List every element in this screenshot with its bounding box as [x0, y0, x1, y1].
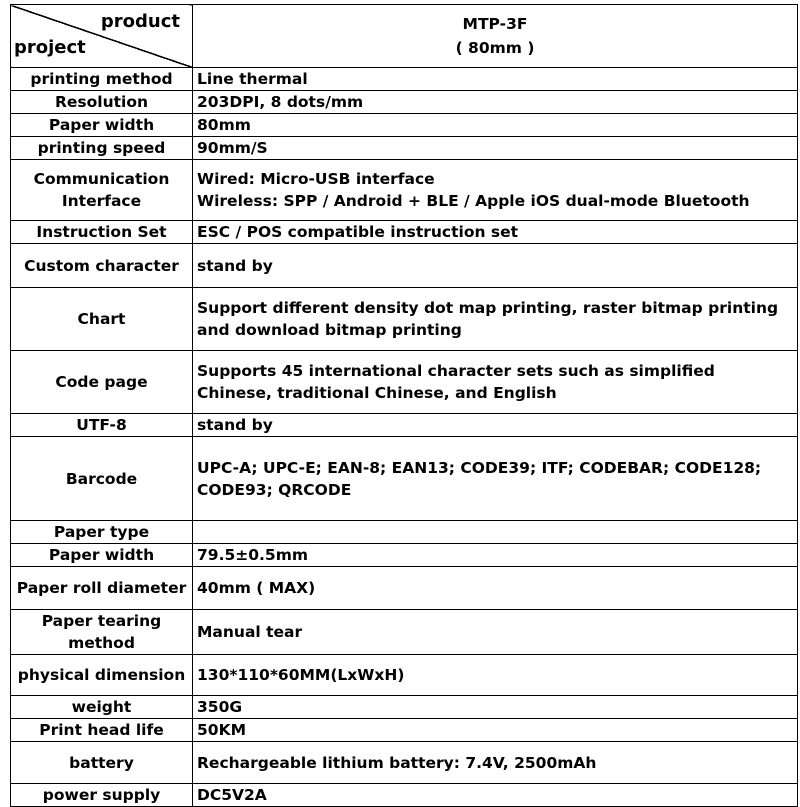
- row-label: Barcode: [11, 437, 193, 521]
- row-value: DC5V2A: [193, 784, 798, 807]
- table-row: [11, 91, 798, 114]
- row-label: Paper tearing method: [11, 610, 193, 655]
- corner-product-label: product: [100, 11, 180, 32]
- row-label: Paper type: [11, 521, 193, 544]
- table-row: [11, 137, 798, 160]
- row-value: 130*110*60MM(LxWxH): [193, 655, 798, 696]
- corner-header-cell: [11, 5, 193, 68]
- spec-table: [10, 4, 798, 807]
- row-value: 50KM: [193, 719, 798, 742]
- row-label: Paper width: [11, 544, 193, 567]
- row-value: 90mm/S: [193, 137, 798, 160]
- table-row: [11, 221, 798, 244]
- row-label: Paper roll diameter: [11, 567, 193, 610]
- row-value: 79.5±0.5mm: [193, 544, 798, 567]
- row-label: Print head life: [11, 719, 193, 742]
- row-value: Support different density dot map printing, raster bitmap printing and download bitmap printing: [193, 288, 798, 351]
- table-row: [11, 68, 798, 91]
- row-label: Communication Interface: [11, 160, 193, 221]
- table-row: [11, 288, 798, 351]
- table-row: [11, 655, 798, 696]
- row-label: printing method: [11, 68, 193, 91]
- row-label: weight: [11, 696, 193, 719]
- model-name: MTP-3F: [462, 15, 528, 33]
- row-value: UPC-A; UPC-E; EAN-8; EAN13; CODE39; ITF; CODEBAR; CODE128; CODE93; QRCODE: [193, 437, 798, 521]
- table-row: [11, 114, 798, 137]
- table-row: [11, 160, 798, 221]
- row-value: Manual tear: [193, 610, 798, 655]
- row-label: physical dimension: [11, 655, 193, 696]
- row-label: UTF-8: [11, 414, 193, 437]
- row-label: Chart: [11, 288, 193, 351]
- table-row: [11, 610, 798, 655]
- table-row: [11, 244, 798, 288]
- table-row: [11, 742, 798, 784]
- table-row: [11, 719, 798, 742]
- row-label: Resolution: [11, 91, 193, 114]
- model-size: ( 80mm ): [455, 39, 535, 57]
- row-value: 40mm ( MAX): [193, 567, 798, 610]
- value-line: Wireless: SPP / Android + BLE / Apple iOS dual-mode Bluetooth: [197, 192, 750, 210]
- table-row: [11, 351, 798, 414]
- row-value: stand by: [193, 244, 798, 288]
- table-row: [11, 784, 798, 807]
- row-label: printing speed: [11, 137, 193, 160]
- row-value: Rechargeable lithium battery: 7.4V, 2500mAh: [193, 742, 798, 784]
- row-label: Custom character: [11, 244, 193, 288]
- row-value: [193, 521, 798, 544]
- row-label: battery: [11, 742, 193, 784]
- row-value: Line thermal: [193, 68, 798, 91]
- row-value: ESC / POS compatible instruction set: [193, 221, 798, 244]
- row-value: 80mm: [193, 114, 798, 137]
- row-label: Code page: [11, 351, 193, 414]
- model-header-cell: [193, 5, 798, 68]
- row-value: Supports 45 international character sets such as simplified Chinese, traditional Chinese, and English: [193, 351, 798, 414]
- table-row: [11, 567, 798, 610]
- table-row: [11, 696, 798, 719]
- table-row: [11, 414, 798, 437]
- row-value: [193, 160, 798, 221]
- table-row: [11, 437, 798, 521]
- header-row: [11, 5, 798, 68]
- row-label: Instruction Set: [11, 221, 193, 244]
- row-label: Paper width: [11, 114, 193, 137]
- row-value: 350G: [193, 696, 798, 719]
- row-value: stand by: [193, 414, 798, 437]
- value-line: Wired: Micro-USB interface: [197, 170, 435, 188]
- row-value: 203DPI, 8 dots/mm: [193, 91, 798, 114]
- row-label: power supply: [11, 784, 193, 807]
- table-row: [11, 521, 798, 544]
- corner-project-label: project: [14, 37, 86, 58]
- table-row: [11, 544, 798, 567]
